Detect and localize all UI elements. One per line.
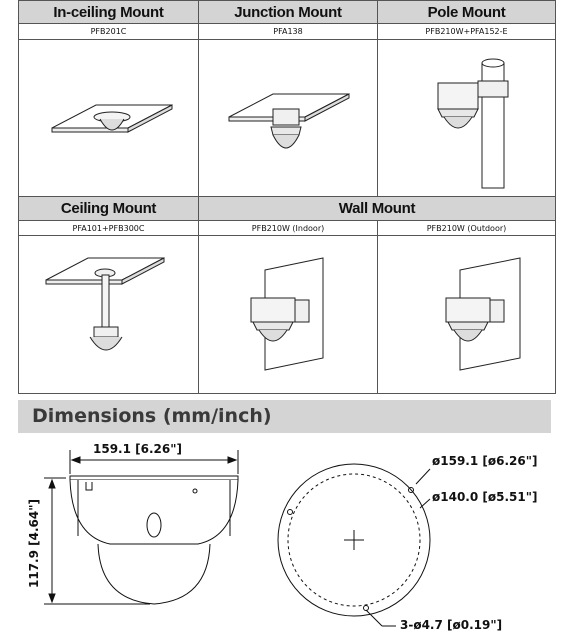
- wall-mount-header: Wall Mount: [199, 197, 556, 220]
- top-inner-diameter-label: ø140.0 [ø5.51"]: [432, 490, 538, 504]
- ceiling-mount-illustration: [19, 236, 199, 394]
- ceiling-mount-header: Ceiling Mount: [19, 197, 199, 220]
- dimensions-banner: [18, 400, 551, 433]
- pole-mount-header: Pole Mount: [378, 1, 556, 24]
- wall-mount-outdoor-model: PFB210W (Outdoor): [378, 220, 556, 235]
- in-ceiling-mount-header: In-ceiling Mount: [19, 1, 199, 24]
- wall-mount-indoor-illustration: [199, 236, 378, 394]
- wall-mount-outdoor-illustration: [378, 236, 556, 394]
- side-width-label: 159.1 [6.26"]: [93, 442, 182, 456]
- junction-mount-illustration: [199, 39, 378, 197]
- top-view-drawing: [278, 464, 430, 626]
- junction-mount-header: Junction Mount: [199, 1, 378, 24]
- top-outer-diameter-label: ø159.1 [ø6.26"]: [432, 454, 538, 468]
- ceiling-mount-model: PFA101+PFB300C: [19, 220, 199, 235]
- dimension-drawings: [0, 438, 568, 643]
- pole-mount-model: PFB210W+PFA152-E: [378, 24, 556, 39]
- pole-mount-illustration: [378, 39, 556, 197]
- mounting-holes-label: 3-ø4.7 [ø0.19"]: [400, 618, 503, 632]
- side-height-label: 117.9 [4.64"]: [27, 499, 41, 588]
- in-ceiling-mount-model: PFB201C: [19, 24, 199, 39]
- side-view-drawing: [44, 450, 238, 604]
- dimensions-title: Dimensions (mm/inch): [32, 405, 272, 427]
- junction-mount-model: PFA138: [199, 24, 378, 39]
- wall-mount-indoor-model: PFB210W (Indoor): [199, 220, 378, 235]
- mount-options-table: [18, 0, 556, 394]
- in-ceiling-mount-illustration: [19, 39, 199, 197]
